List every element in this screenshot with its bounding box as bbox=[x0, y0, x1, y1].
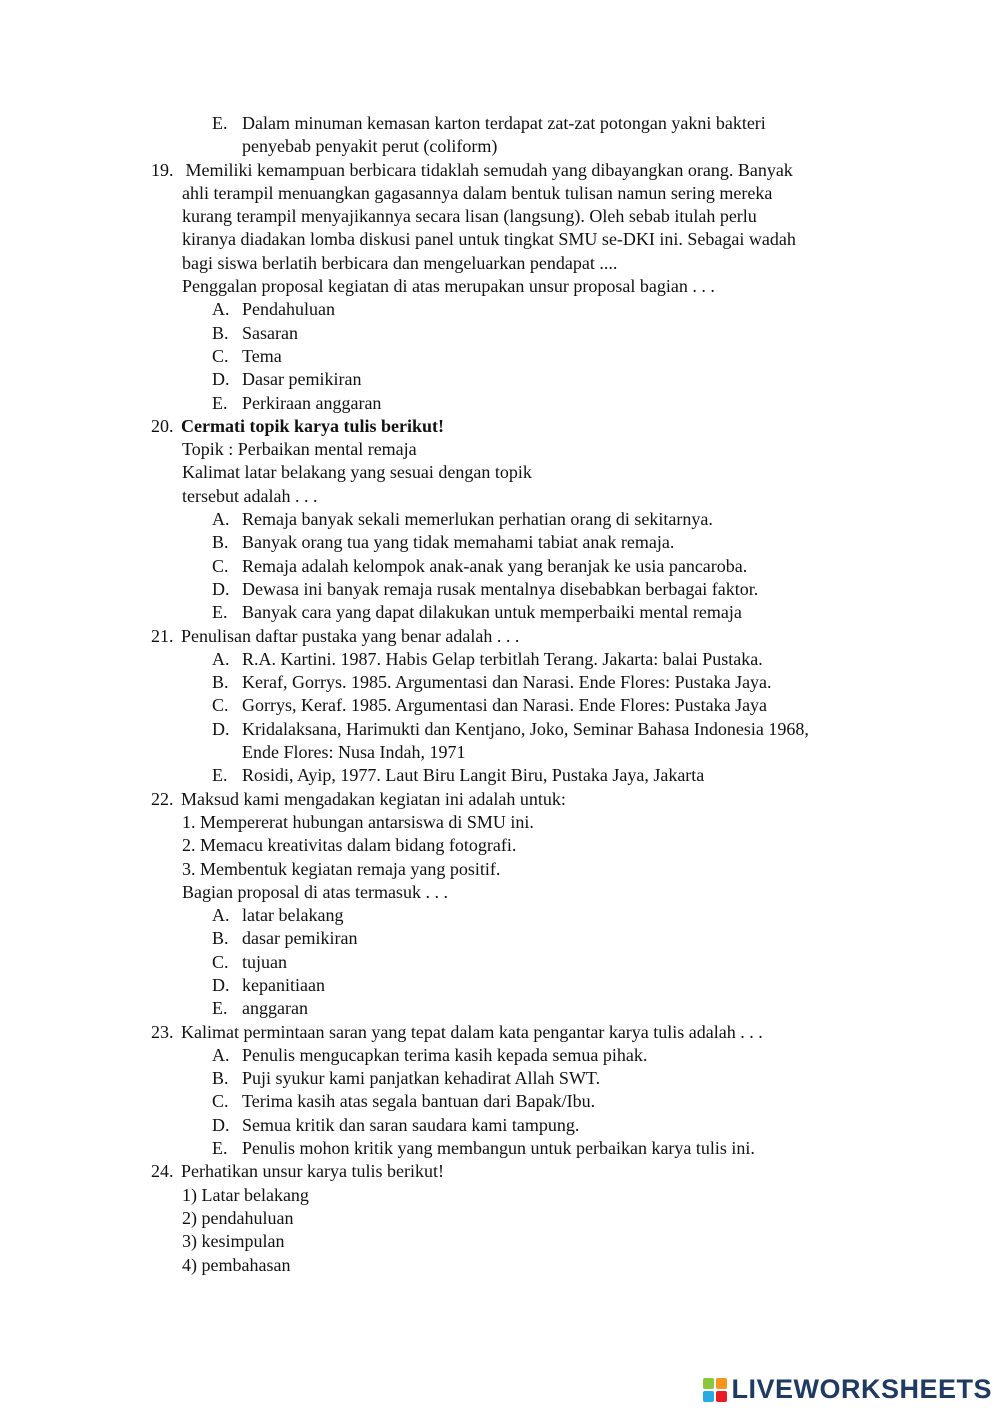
q20-option-c bbox=[0, 555, 1000, 578]
option-letter: A. bbox=[212, 1044, 230, 1065]
option-letter: E. bbox=[212, 113, 228, 133]
option-letter: D. bbox=[212, 1114, 230, 1135]
option-letter: E. bbox=[212, 765, 228, 786]
list-item: 4) pembahasan bbox=[182, 1254, 291, 1275]
option-text: Terima kasih atas segala bantuan dari Bapak/Ibu. bbox=[242, 1091, 596, 1112]
q20-option-d bbox=[0, 578, 1000, 601]
question-text-line: ahli terampil menuangkan gagasannya dalam bentuk tulisan namun sering mereka bbox=[182, 182, 773, 203]
option-text: tujuan bbox=[242, 951, 287, 972]
logo-text: LIVEWORKSHEETS bbox=[731, 1374, 992, 1404]
q22-option-b bbox=[0, 927, 1000, 950]
option-text-cont: Ende Flores: Nusa Indah, 1971 bbox=[242, 742, 466, 763]
option-letter: B. bbox=[212, 322, 229, 343]
q18-option-e-cont: penyebab penyakit perut (coliform) bbox=[242, 136, 498, 157]
option-text: kepanitiaan bbox=[242, 974, 325, 995]
question-number: 21. bbox=[151, 625, 174, 646]
option-letter: A. bbox=[212, 299, 230, 320]
option-letter: C. bbox=[212, 695, 229, 716]
option-text: Banyak orang tua yang tidak memahami tabiat anak remaja. bbox=[242, 532, 675, 553]
option-letter: C. bbox=[212, 555, 229, 576]
question-text-line: bagi siswa berlatih berbicara dan mengeluarkan pendapat .... bbox=[182, 252, 618, 273]
option-letter: E. bbox=[212, 392, 228, 413]
logo-mark-tile bbox=[703, 1391, 714, 1402]
logo-mark-tile bbox=[716, 1378, 727, 1389]
option-text: Perkiraan anggaran bbox=[242, 392, 382, 413]
question-text: Memiliki kemampuan berbicara tidaklah semudah yang dibayangkan orang. Banyak bbox=[181, 159, 793, 180]
q23-option-d bbox=[0, 1114, 1000, 1137]
q20-option-a bbox=[0, 508, 1000, 531]
option-text: Penulis mengucapkan terima kasih kepada semua pihak. bbox=[242, 1044, 648, 1065]
question-number: 23. bbox=[151, 1021, 174, 1042]
question-23 bbox=[0, 1021, 1000, 1044]
option-text: latar belakang bbox=[242, 905, 344, 926]
option-text: Rosidi, Ayip, 1977. Laut Biru Langit Biru, Pustaka Jaya, Jakarta bbox=[242, 765, 705, 786]
option-letter: B. bbox=[212, 1068, 229, 1089]
option-text: Puji syukur kami panjatkan kehadirat Allah SWT. bbox=[242, 1068, 601, 1089]
option-text: Dalam minuman kemasan karton terdapat zat-zat potongan yakni bakteri bbox=[242, 113, 766, 133]
option-text: Remaja adalah kelompok anak-anak yang beranjak ke usia pancaroba. bbox=[242, 555, 748, 576]
question-21 bbox=[0, 625, 1000, 648]
option-letter: E. bbox=[212, 998, 228, 1019]
option-letter: D. bbox=[212, 974, 230, 995]
question-number: 22. bbox=[151, 788, 174, 809]
q18-option-e bbox=[0, 112, 1000, 135]
q22-option-c bbox=[0, 951, 1000, 974]
question-text: Penulisan daftar pustaka yang benar adalah . . . bbox=[181, 625, 520, 646]
logo-mark-icon bbox=[703, 1378, 727, 1402]
q19-option-a bbox=[0, 298, 1000, 321]
q21-option-d bbox=[0, 718, 1000, 741]
q23-option-e bbox=[0, 1137, 1000, 1160]
question-number: 19. bbox=[151, 159, 174, 180]
worksheet-page bbox=[0, 112, 1000, 1277]
q19-option-b bbox=[0, 322, 1000, 345]
question-number: 24. bbox=[151, 1161, 174, 1182]
question-22 bbox=[0, 788, 1000, 811]
q23-option-b bbox=[0, 1067, 1000, 1090]
option-text: Gorrys, Keraf. 1985. Argumentasi dan Narasi. Ende Flores: Pustaka Jaya bbox=[242, 695, 768, 716]
option-letter: E. bbox=[212, 602, 228, 623]
q22-option-a bbox=[0, 904, 1000, 927]
option-text: Remaja banyak sekali memerlukan perhatian orang di sekitarnya. bbox=[242, 509, 713, 530]
logo-mark-tile bbox=[716, 1391, 727, 1402]
question-prompt: Penggalan proposal kegiatan di atas merupakan unsur proposal bagian . . . bbox=[182, 276, 715, 297]
question-text: Maksud kami mengadakan kegiatan ini adalah untuk: bbox=[181, 788, 566, 809]
q21-option-e bbox=[0, 764, 1000, 787]
option-letter: D. bbox=[212, 718, 230, 739]
question-number: 20. bbox=[151, 415, 174, 436]
question-24 bbox=[0, 1160, 1000, 1183]
q21-option-c bbox=[0, 694, 1000, 717]
option-letter: A. bbox=[212, 509, 230, 530]
q21-option-a bbox=[0, 648, 1000, 671]
question-prompt: tersebut adalah . . . bbox=[182, 485, 318, 506]
question-title: Cermati topik karya tulis berikut! bbox=[181, 415, 444, 436]
option-letter: A. bbox=[212, 648, 230, 669]
list-item: 1) Latar belakang bbox=[182, 1184, 309, 1205]
option-letter: A. bbox=[212, 905, 230, 926]
option-text: Dewasa ini banyak remaja rusak mentalnya disebabkan berbagai faktor. bbox=[242, 578, 759, 599]
option-text: Banyak cara yang dapat dilakukan untuk memperbaiki mental remaja bbox=[242, 602, 742, 623]
question-19 bbox=[0, 159, 1000, 182]
logo-mark-tile bbox=[703, 1378, 714, 1389]
option-letter: E. bbox=[212, 1138, 228, 1159]
option-text: Keraf, Gorrys. 1985. Argumentasi dan Narasi. Ende Flores: Pustaka Jaya. bbox=[242, 672, 772, 693]
q20-option-b bbox=[0, 531, 1000, 554]
q22-option-e bbox=[0, 997, 1000, 1020]
question-text-line: Kalimat latar belakang yang sesuai dengan topik bbox=[182, 462, 532, 483]
list-item: 3. Membentuk kegiatan remaja yang positif. bbox=[182, 858, 501, 879]
list-item: 2. Memacu kreativitas dalam bidang fotografi. bbox=[182, 835, 517, 856]
option-text: Semua kritik dan saran saudara kami tampung. bbox=[242, 1114, 580, 1135]
q19-option-c bbox=[0, 345, 1000, 368]
question-prompt: Bagian proposal di atas termasuk . . . bbox=[182, 881, 448, 902]
q21-option-b bbox=[0, 671, 1000, 694]
q20-option-e bbox=[0, 601, 1000, 624]
option-text: Tema bbox=[242, 345, 282, 366]
question-text-line: kurang terampil menyajikannya secara lisan (langsung). Oleh sebab itulah perlu bbox=[182, 206, 757, 227]
list-item: 1. Mempererat hubungan antarsiswa di SMU ini. bbox=[182, 811, 534, 832]
list-item: 2) pendahuluan bbox=[182, 1207, 294, 1228]
option-letter: B. bbox=[212, 928, 229, 949]
option-text: anggaran bbox=[242, 998, 308, 1019]
option-letter: C. bbox=[212, 1091, 229, 1112]
question-20 bbox=[0, 415, 1000, 438]
option-letter: B. bbox=[212, 672, 229, 693]
q23-option-a bbox=[0, 1044, 1000, 1067]
q19-option-d bbox=[0, 368, 1000, 391]
question-text: Perhatikan unsur karya tulis berikut! bbox=[181, 1161, 444, 1182]
option-text: Penulis mohon kritik yang membangun untuk perbaikan karya tulis ini. bbox=[242, 1138, 755, 1159]
list-item: 3) kesimpulan bbox=[182, 1231, 285, 1252]
option-letter: D. bbox=[212, 369, 230, 390]
option-text: Sasaran bbox=[242, 322, 298, 343]
option-text: Kridalaksana, Harimukti dan Kentjano, Joko, Seminar Bahasa Indonesia 1968, bbox=[242, 718, 809, 739]
option-text: R.A. Kartini. 1987. Habis Gelap terbitlah Terang. Jakarta: balai Pustaka. bbox=[242, 648, 763, 669]
question-text: Kalimat permintaan saran yang tepat dalam kata pengantar karya tulis adalah . . . bbox=[181, 1021, 763, 1042]
liveworksheets-logo[interactable] bbox=[703, 1374, 992, 1405]
option-text: Dasar pemikiran bbox=[242, 369, 362, 390]
option-text: dasar pemikiran bbox=[242, 928, 358, 949]
question-text-line: kiranya diadakan lomba diskusi panel untuk tingkat SMU se-DKI ini. Sebagai wadah bbox=[182, 229, 796, 250]
option-letter: B. bbox=[212, 532, 229, 553]
option-letter: C. bbox=[212, 951, 229, 972]
q19-option-e bbox=[0, 392, 1000, 415]
q22-option-d bbox=[0, 974, 1000, 997]
option-letter: D. bbox=[212, 578, 230, 599]
option-letter: C. bbox=[212, 345, 229, 366]
option-text: Pendahuluan bbox=[242, 299, 335, 320]
question-text-line: Topik : Perbaikan mental remaja bbox=[182, 439, 417, 460]
q23-option-c bbox=[0, 1090, 1000, 1113]
